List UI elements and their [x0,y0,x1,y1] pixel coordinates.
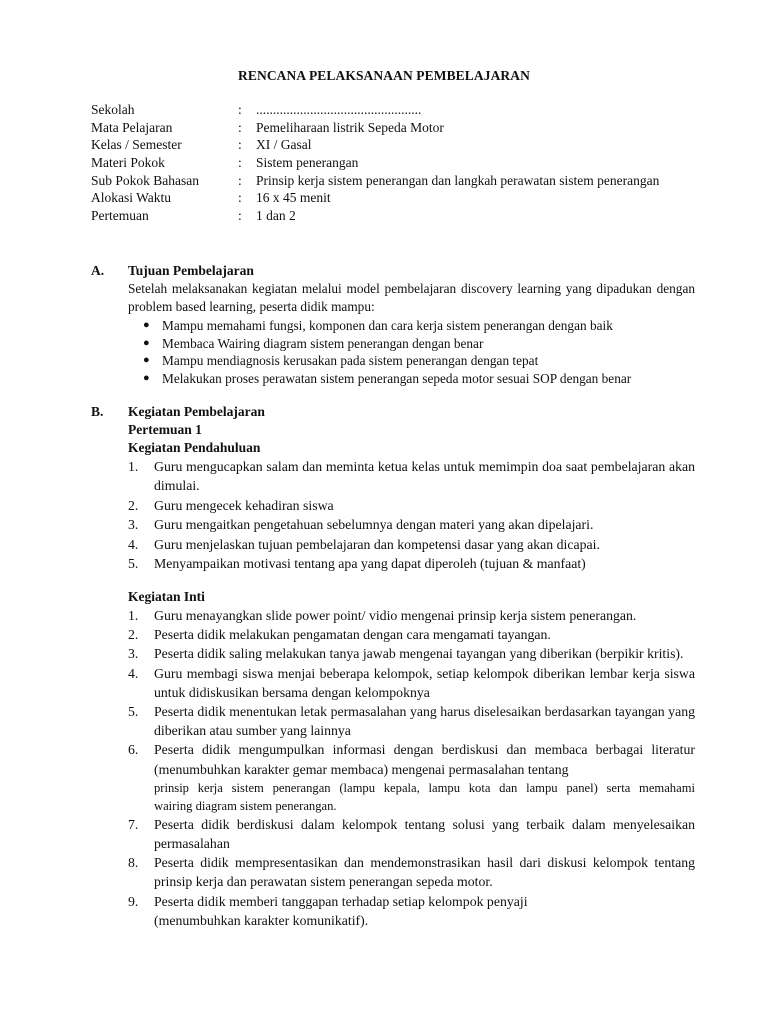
identity-label: Kelas / Semester [91,137,182,153]
identity-table [91,101,659,225]
list-item [128,606,695,625]
identity-row-subject [91,119,659,137]
list-item [128,515,695,534]
section-body [128,421,695,457]
list-item [128,554,695,573]
section-title: Tujuan Pembelajaran [128,263,254,278]
list-item [128,625,695,644]
item-text: Menyampaikan motivasi tentang apa yang dapat diperoleh (tujuan & manfaat) [154,556,586,572]
item-text-small: prinsip kerja sistem penerangan (lampu kepala, lampu kota dan lampu panel) serta memahami [154,780,695,795]
identity-value: XI / Gasal [256,137,312,153]
item-text: Guru menjelaskan tujuan pembelajaran dan kompetensi dasar yang akan dicapai. [154,536,600,552]
objectives-intro: Setelah melaksanakan kegiatan melalui model pembelajaran discovery learning yang dipadukan dengan problem based learning, peserta didik mampu: [128,281,695,314]
meeting-heading: Pertemuan 1 [128,422,202,437]
identity-row-topic [91,154,659,172]
bullet-icon: ● [143,371,150,384]
item-number: 2. [128,627,139,643]
item-number: 3. [128,517,139,533]
identity-colon: : [238,119,242,135]
item-text: Guru mengucapkan salam dan meminta ketua kelas untuk memimpin doa saat pembelajaran akan dimulai. [154,459,695,494]
item-text-continued: (menumbuhkan karakter komunikatif). [154,912,369,928]
item-text-small: wairing diagram sistem penerangan. [154,798,337,813]
bullet-icon: ● [143,354,150,366]
section-heading [91,403,695,421]
item-text: Guru mengaitkan pengetahuan sebelumnya dengan materi yang akan dipelajari. [154,517,594,533]
identity-value: 16 x 45 menit [256,190,331,206]
identity-label: Materi Pokok [91,155,165,171]
identity-colon: : [238,102,242,117]
list-item [128,352,695,370]
list-item [128,853,695,891]
bullet-text: Mampu memahami fungsi, komponen dan cara kerja sistem penerangan dengan baik [162,318,613,333]
item-number: 7. [128,816,139,832]
list-item [128,644,695,663]
identity-row-subtopic [91,172,659,190]
identity-colon: : [238,190,242,206]
identity-value: Sistem penerangan [256,155,359,171]
core-activity-block [91,588,695,930]
identity-value: ................................................. [256,102,422,117]
item-number: 1. [128,608,139,623]
item-number: 3. [128,646,139,662]
section-title: Kegiatan Pembelajaran [128,404,265,419]
bullet-text: Mampu mendiagnosis kerusakan pada sistem penerangan dengan tepat [162,353,539,368]
core-activity-list [128,606,695,930]
identity-value: Prinsip kerja sistem penerangan dan langkah perawatan sistem penerangan [256,172,660,188]
list-item [128,740,695,814]
core-activity-heading: Kegiatan Inti [128,589,205,604]
item-text: Guru membagi siswa menjai beberapa kelompok, setiap kelompok diberikan lembar kerja siswa untuk didiskusikan bersama dengan kelompoknya [154,665,695,700]
item-text: Peserta didik memberi tanggapan terhadap setiap kelompok penyaji [154,893,528,909]
identity-label: Mata Pelajaran [91,119,173,135]
item-text: Peserta didik mempresentasikan dan mendemonstrasikan hasil dari diskusi kelompok tentang prinsip kerja dan perawatan sistem penerangan sepeda motor. [154,855,695,890]
section-learning-activities [91,403,695,573]
item-text: Peserta didik menentukan letak permasalahan yang harus diselesaikan berdasarkan tayangan yang diberikan atau sumber yang lainnya [154,704,695,739]
item-number: 2. [128,497,139,513]
item-text: Guru mengecek kehadiran siswa [154,497,334,513]
item-text: Peserta didik melakukan pengamatan dengan cara mengamati tayangan. [154,627,551,643]
list-item [128,317,695,335]
section-letter: B. [91,404,104,419]
identity-colon: : [238,155,242,171]
document-title: RENCANA PELAKSANAAN PEMBELAJARAN [238,68,530,83]
identity-value: 1 dan 2 [256,208,296,224]
item-number: 4. [128,665,139,681]
bullet-icon: ● [143,319,150,331]
item-text-group [154,892,695,930]
item-number: 8. [128,855,139,871]
item-number: 1. [128,459,139,474]
list-item [128,370,695,388]
item-text: Guru menayangkan slide power point/ vidio mengenai prinsip kerja sistem penerangan. [154,608,637,623]
list-item [128,815,695,853]
identity-row-class [91,136,659,154]
intro-activity-heading: Kegiatan Pendahuluan [128,440,261,455]
section-learning-objectives [91,262,695,387]
identity-row-school [91,101,659,119]
bullet-icon: ● [143,336,150,349]
section-letter: A. [91,263,105,278]
item-number: 6. [128,742,139,758]
identity-row-time [91,189,659,207]
bullet-text: Membaca Wairing diagram sistem penerangan dengan benar [162,335,484,351]
list-item [128,535,695,554]
list-item [128,892,695,930]
identity-value: Pemeliharaan listrik Sepeda Motor [256,119,444,135]
identity-label: Sekolah [91,102,135,117]
section-heading [91,262,695,280]
item-number: 5. [128,556,139,572]
item-text: Peserta didik saling melakukan tanya jawab mengenai tayangan yang diberikan (berpikir kritis). [154,646,684,662]
identity-label: Sub Pokok Bahasan [91,172,199,188]
item-number: 4. [128,536,139,552]
item-text: Peserta didik mengumpulkan informasi dengan berdiskusi dan membaca berbagai literatur (menumbuhkan karakter gemar membaca) mengenai permasalahan tentang [154,742,695,777]
identity-colon: : [238,137,242,153]
identity-colon: : [238,208,242,224]
list-item [128,702,695,740]
list-item [128,457,695,496]
identity-row-meeting [91,207,659,225]
section-body [128,280,695,387]
bullet-text: Melakukan proses perawatan sistem penerangan sepeda motor sesuai SOP dengan benar [162,370,632,386]
item-number: 5. [128,704,139,720]
item-text-group [154,740,695,814]
item-text: Peserta didik berdiskusi dalam kelompok tentang solusi yang terbaik dalam menyelesaikan permasalahan [154,816,695,852]
item-number: 9. [128,893,139,909]
list-item [128,496,695,515]
list-item [128,335,695,353]
identity-label: Pertemuan [91,208,149,224]
intro-activity-list [128,457,695,573]
identity-colon: : [238,172,242,188]
objectives-list [128,317,695,387]
identity-label: Alokasi Waktu [91,190,172,206]
list-item [128,664,695,702]
